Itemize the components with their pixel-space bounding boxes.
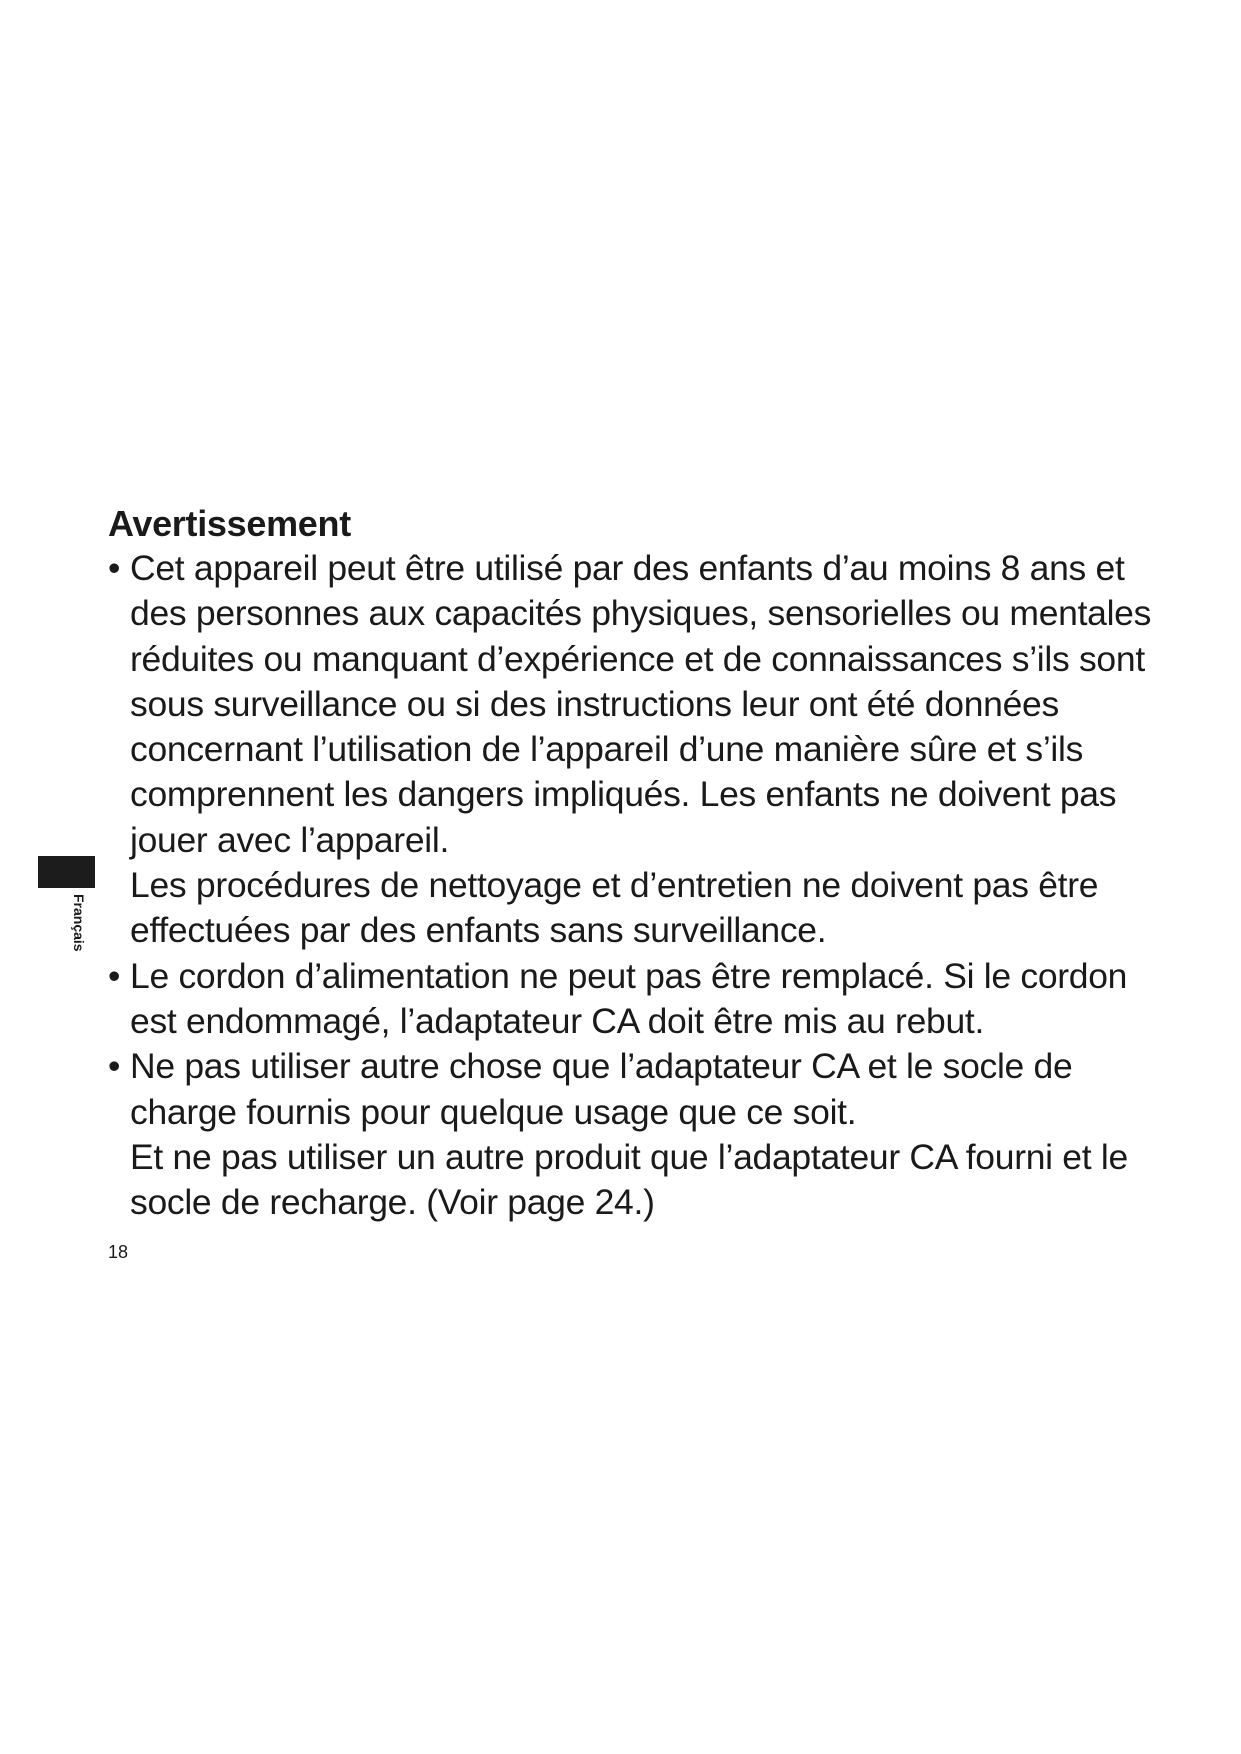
warning-paragraph: Ne pas utiliser autre chose que l’adaptateur CA et le socle de charge fournis pour quelque usage que ce soit.	[130, 1046, 1073, 1132]
page-number: 18	[108, 1242, 129, 1262]
bullet-dot: •	[108, 548, 121, 588]
warning-list	[108, 546, 1168, 1225]
language-label: Français	[71, 894, 87, 952]
bullet-dot: •	[108, 1046, 121, 1087]
warning-paragraph: Le cordon d’alimentation ne peut pas être remplacé. Si le cordon est endommagé, l’adaptateur CA doit être mis au rebut.	[130, 955, 1128, 1041]
warning-item-children	[108, 546, 1168, 954]
warning-paragraph: Les procédures de nettoyage et d’entretien ne doivent pas être effectuées par des enfants sans surveillance.	[130, 865, 1099, 951]
warning-paragraph: Cet appareil peut être utilisé par des enfants d’au moins 8 ans et des personnes aux capacités physiques, sensorielles ou mentales réduites ou manquant d’expérience et de connaissances s’ils sont sous surveillance ou si des instructions leur ont été données concernant l’utilisation de l’appareil d’une manière sûre et s’ils comprennent les dangers impliqués. Les enfants ne doivent pas jouer avec l’appareil.	[130, 548, 1152, 860]
language-tab-marker	[38, 856, 95, 888]
bullet-dot: •	[108, 955, 121, 996]
warning-item-adapter	[108, 1044, 1168, 1225]
warning-paragraph: Et ne pas utiliser un autre produit que l’adaptateur CA fourni et le socle de recharge. (Voir page 24.)	[130, 1136, 1128, 1223]
warning-heading: Avertissement	[108, 503, 351, 544]
warning-item-power-cord	[108, 954, 1168, 1045]
warning-section	[108, 502, 1168, 1225]
